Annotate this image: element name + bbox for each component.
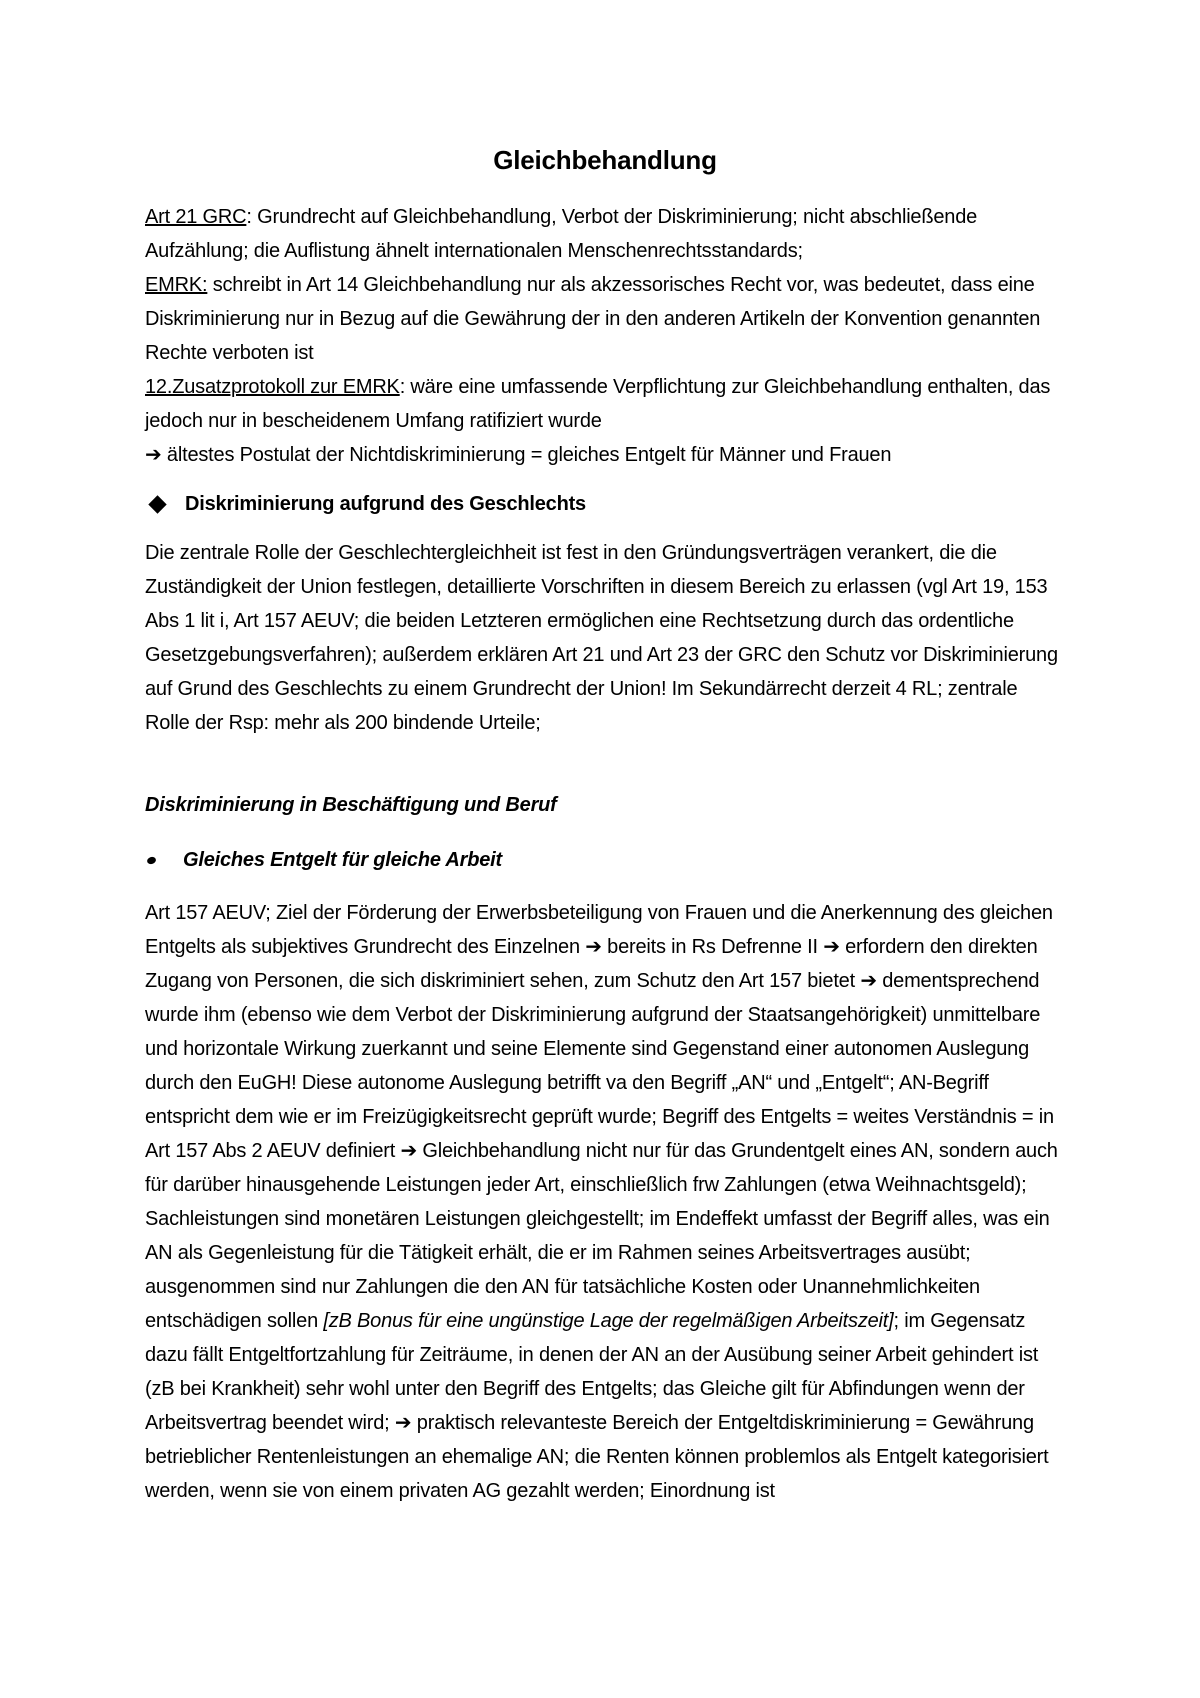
equal-pay-text-5: Gleichbehandlung nicht nur für das Grundentgelt eines AN, sondern auch für darüber hinausgehende Leistungen jeder Art, einschließlich frw Zahlungen (etwa Weihnachtsgeld); Sachleistungen sind monetären Leistungen gleichgestellt; im Endeffekt umfasst der Begriff alles, was ein AN als Gegenleistung für die Tätigkeit erhält, die er im Rahmen seines Arbeitsvertrages ausübt; ausgenommen sind nur Zahlungen die den AN für tatsächliche Kosten oder Unannehmlichkeiten entschädigen sollen bbox=[145, 1140, 1058, 1332]
equal-pay-text-1: Art 157 AEUV; Ziel der Förderung der Erwerbsbeteiligung von Frauen und die Anerkennung des gleichen Entgelts als subjektives Grundrecht des Einzelnen bbox=[145, 902, 1053, 958]
diamond-bullet-icon bbox=[148, 495, 166, 513]
emrk-text: schreibt in Art 14 Gleichbehandlung nur als akzessorisches Recht vor, was bedeutet, dass eine Diskriminierung nur in Bezug auf die Gewährung der in den anderen Artikeln der Konvention genannten Rechte verboten ist bbox=[145, 274, 1041, 364]
zusatzprotokoll-text: : wäre eine umfassende Verpflichtung zur Gleichbehandlung enthalten, das jedoch nur in bescheidenem Umfang ratifiziert wurde bbox=[145, 376, 1051, 432]
section-heading-employment: Diskriminierung in Beschäftigung und Beruf bbox=[145, 794, 557, 816]
equal-pay-paragraph bbox=[145, 896, 1065, 1508]
round-bullet-icon bbox=[146, 855, 157, 865]
subheading-equal-pay-text: Gleiches Entgelt für gleiche Arbeit bbox=[183, 849, 502, 871]
equal-pay-text-4: dementsprechend wurde ihm (ebenso wie dem Verbot der Diskriminierung aufgrund der Staatsangehörigkeit) unmittelbare und horizontale Wirkung zuerkannt und seine Elemente sind Gegenstand einer autonomen Auslegung durch den EuGH! Diese autonome Auslegung betrifft va den Begriff „AN“ und „Entgelt“; AN-Begriff entspricht dem wie er im Freizügigkeitsrecht geprüft wurde; Begriff des Entgelts = weites Verständnis = in Art 157 Abs 2 AEUV definiert bbox=[145, 970, 1054, 1162]
equal-pay-text-8: praktisch relevanteste Bereich der Entgeltdiskriminierung = Gewährung betrieblicher Rentenleistungen an ehemalige AN; die Renten können problemlos als Entgelt kategorisiert werden, wenn sie von einem privaten AG gezahlt werden; Einordnung ist bbox=[145, 1412, 1049, 1502]
equal-pay-text-2: bereits in Rs Defrenne II bbox=[601, 936, 824, 958]
section-gender-paragraph: Die zentrale Rolle der Geschlechtergleichheit ist fest in den Gründungsverträgen verankert, die die Zuständigkeit der Union festlegen, detaillierte Vorschriften in diesem Bereich zu erlassen (vgl Art 19, 153 Abs 1 lit i, Art 157 AEUV; die beiden Letzteren ermöglichen eine Rechtsetzung durch das ordentliche Gesetzgebungsverfahren); außerdem erklären Art 21 und Art 23 der GRC den Schutz vor Diskriminierung auf Grund des Geschlechts zu einem Grundrecht der Union! Im Sekundärrecht derzeit 4 RL; zentrale Rolle der Rsp: mehr als 200 bindende Urteile; bbox=[145, 542, 1058, 734]
section-heading-gender bbox=[145, 487, 1065, 521]
equal-pay-italic-example: [zB Bonus für eine ungünstige Lage der regelmäßigen Arbeitszeit] bbox=[323, 1310, 894, 1332]
equal-pay-text-3: erfordern den direkten Zugang von Personen, die sich diskriminiert sehen, zum Schutz den Art 157 bietet bbox=[145, 936, 1038, 992]
arrow-icon: ➔ bbox=[585, 936, 602, 958]
intro-paragraph bbox=[145, 200, 1065, 472]
subheading-equal-pay bbox=[145, 843, 1065, 877]
arrow-icon: ➔ bbox=[400, 1140, 418, 1162]
conclusion-text: ältestes Postulat der Nichtdiskriminierung = gleiches Entgelt für Männer und Frauen bbox=[161, 444, 892, 466]
zusatzprotokoll-reference: 12.Zusatzprotokoll zur EMRK bbox=[145, 376, 400, 398]
page-title: Gleichbehandlung bbox=[493, 145, 717, 175]
arrow-icon: ➔ bbox=[394, 1412, 412, 1434]
grc-text: : Grundrecht auf Gleichbehandlung, Verbot der Diskriminierung; nicht abschließende Aufzählung; die Auflistung ähnelt internationalen Menschenrechtsstandards; bbox=[145, 206, 978, 262]
section-heading-gender-text: Diskriminierung aufgrund des Geschlechts bbox=[185, 493, 586, 515]
arrow-icon: ➔ bbox=[823, 936, 840, 958]
grc-reference: Art 21 GRC bbox=[145, 206, 247, 228]
equal-pay-text-7: ; im Gegensatz dazu fällt Entgeltfortzahlung für Zeiträume, in denen der AN an der Ausübung seiner Arbeit gehindert ist (zB bei Krankheit) sehr wohl unter den Begriff des Entgelts; das Gleiche gilt für Abfindungen wenn der Arbeitsvertrag beendet wird; bbox=[145, 1310, 1039, 1434]
arrow-icon: ➔ bbox=[145, 444, 162, 466]
intro-block bbox=[145, 200, 1065, 472]
emrk-reference: EMRK: bbox=[145, 274, 208, 296]
arrow-icon: ➔ bbox=[860, 970, 877, 992]
